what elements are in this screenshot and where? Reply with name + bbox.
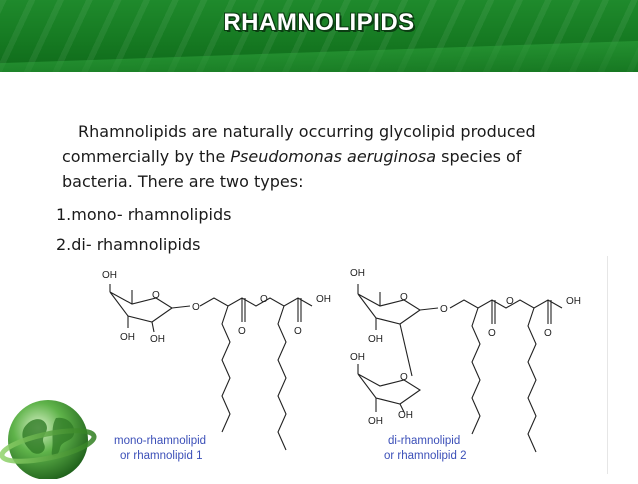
atom-label: O [238,326,246,337]
mono-caption [114,434,206,464]
globe-icon [0,388,100,479]
intro-paragraph [62,119,602,194]
atom-label: O [400,292,408,303]
di-caption-line-1: di-rhamnolipid [388,435,461,447]
paragraph-line-2-start: commercially by the [62,147,231,166]
atom-label: OH [350,352,365,363]
atom-label: O [440,304,448,315]
title-banner [0,0,638,72]
atom-label: OH [150,334,165,345]
atom-label: O [400,372,408,383]
mono-caption-line-2: or rhamnolipid 1 [120,450,203,462]
di-caption-line-2: or rhamnolipid 2 [384,450,467,462]
atom-label: OH [368,416,383,427]
atom-label: O [260,294,268,305]
atom-label: OH [102,270,117,281]
atom-label: O [294,326,302,337]
atom-label: O [506,296,514,307]
list-item-di: 2.di- rhamnolipids [56,235,201,254]
species-name: Pseudomonas aeruginosa [230,147,437,166]
globe-logo [0,388,100,479]
slide-title: RHAMNOLIPIDS [223,9,415,36]
atom-label: OH [120,332,135,343]
paragraph-line-2 [62,144,602,169]
paragraph-line-1: Rhamnolipids are naturally occurring glycolipid produced [78,122,536,141]
di-caption [384,434,466,464]
atom-label: O [488,328,496,339]
mono-caption-line-1: mono-rhamnolipid [114,435,207,447]
atom-label: O [152,290,160,301]
atom-label: OH [566,296,581,307]
paragraph-line-2-end: species of [436,147,522,166]
list-item-mono: 1.mono- rhamnolipids [56,205,232,224]
atom-label: O [192,302,200,313]
atom-label: OH [316,294,331,305]
atom-label: O [544,328,552,339]
atom-label: OH [368,334,383,345]
atom-label: OH [398,410,413,421]
paragraph-line-3: bacteria. There are two types: [62,172,304,191]
atom-label: OH [350,268,365,279]
structure-figure [92,256,608,474]
